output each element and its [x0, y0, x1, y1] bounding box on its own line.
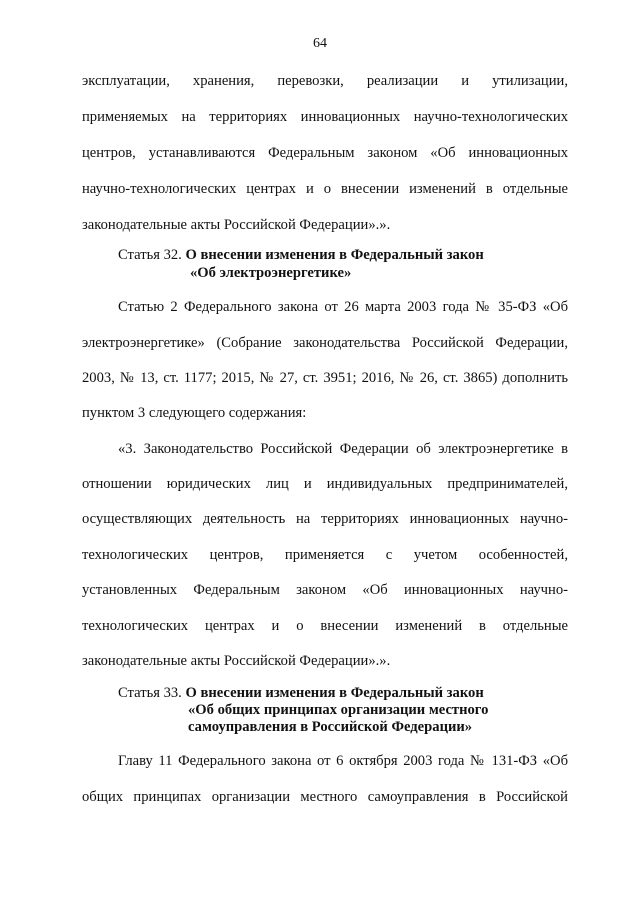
article-33-title-line3	[188, 718, 472, 736]
paragraph-line: центров, устанавливаются Федеральным законом «Об инновационных	[82, 145, 568, 161]
paragraph-line: законодательные акты Российской Федерации».».	[82, 217, 391, 233]
paragraph-line: Главу 11 Федерального закона от 6 октября 2003 года № 131-ФЗ «Об	[118, 753, 568, 769]
article-33-title-line1: О внесении изменения в Федеральный закон	[185, 685, 484, 701]
article-32-heading	[118, 246, 484, 264]
article-33-prefix: Статья 33.	[118, 685, 186, 701]
article-32-prefix: Статья 32.	[118, 247, 186, 263]
article-32-title-line2	[190, 264, 351, 282]
paragraph-line: законодательные акты Российской Федерации».».	[82, 653, 391, 669]
article-32-title-line1: О внесении изменения в Федеральный закон	[185, 247, 484, 263]
paragraph-line: эксплуатации, хранения, перевозки, реализации и утилизации,	[82, 73, 568, 89]
paragraph-line: 2003, № 13, ст. 1177; 2015, № 27, ст. 3951; 2016, № 26, ст. 3865) дополнить	[82, 370, 568, 386]
paragraph-line: технологических центрах и о внесении изменений в отдельные	[82, 618, 568, 634]
paragraph-line: пунктом 3 следующего содержания:	[82, 405, 307, 421]
paragraph-line: научно-технологических центрах и о внесении изменений в отдельные	[82, 181, 568, 197]
article-33-title-line3-text: самоуправления в Российской Федерации»	[188, 719, 473, 735]
article-33-title-line2-text: «Об общих принципах организации местного	[188, 702, 489, 718]
paragraph-line: осуществляющих деятельность на территориях инновационных научно-	[82, 511, 568, 527]
paragraph-line: установленных Федеральным законом «Об инновационных научно-	[82, 582, 568, 598]
article-33-title-line2	[188, 701, 488, 719]
paragraph-line: Статью 2 Федерального закона от 26 марта 2003 года № 35-ФЗ «Об	[118, 299, 568, 315]
paragraph-line: общих принципах организации местного самоуправления в Российской	[82, 789, 568, 805]
paragraph-line: «3. Законодательство Российской Федерации об электроэнергетике в	[118, 441, 568, 457]
paragraph-line: электроэнергетике» (Собрание законодательства Российской Федерации,	[82, 335, 568, 351]
paragraph-line: отношении юридических лиц и индивидуальных предпринимателей,	[82, 476, 568, 492]
article-33-heading	[118, 684, 484, 702]
paragraph-line: применяемых на территориях инновационных научно-технологических	[82, 109, 568, 125]
article-32-title-line2-text: «Об электроэнергетике»	[190, 265, 352, 281]
page-number: 64	[313, 36, 327, 51]
paragraph-line: технологических центров, применяется с учетом особенностей,	[82, 547, 568, 563]
